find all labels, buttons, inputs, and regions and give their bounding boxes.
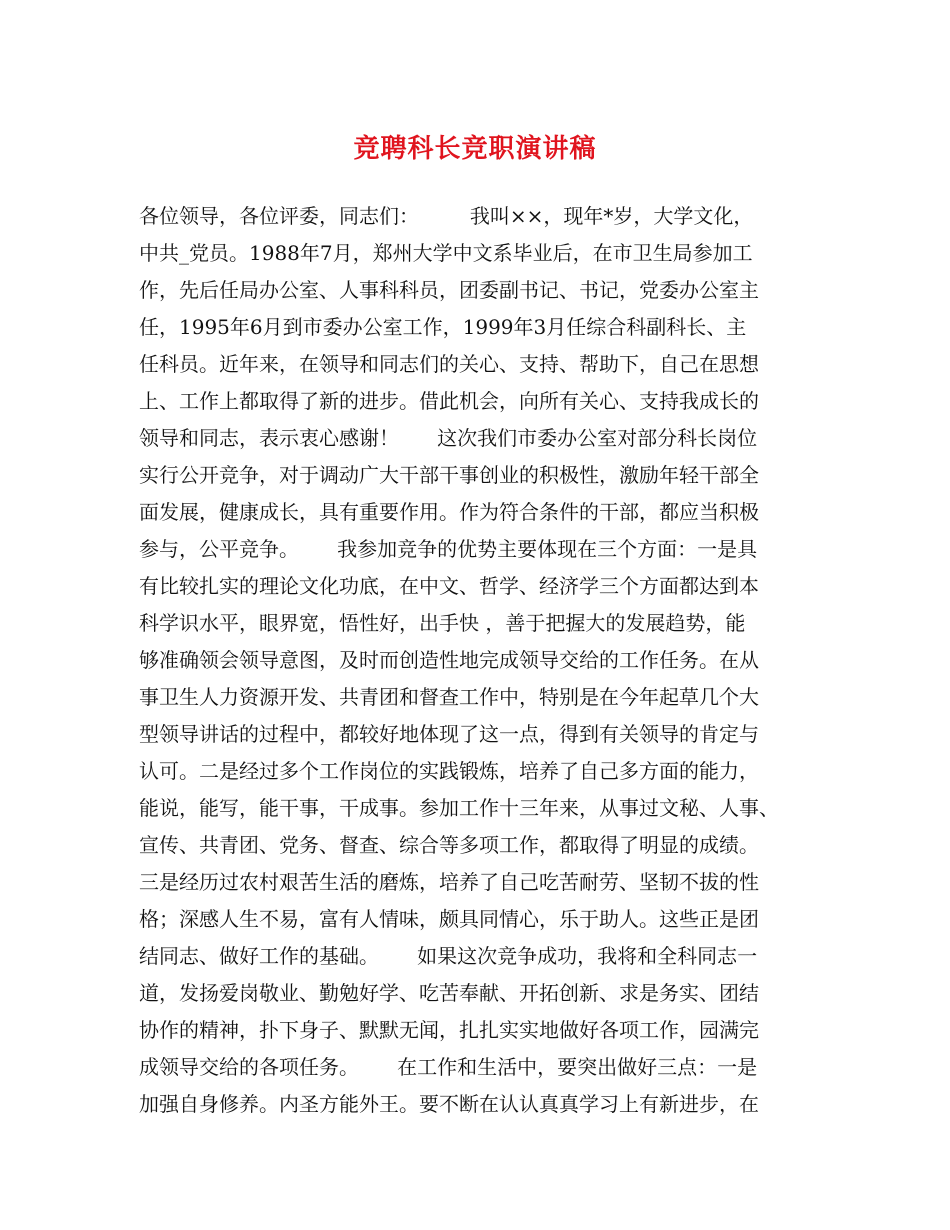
body-line: 实行公开竞争，对于调动广大干部干事创业的积极性，激励年轻干部全 [139,463,759,487]
body-line: 加强自身修养。内圣方能外王。要不断在认认真真学习上有新进步，在 [139,1092,759,1116]
body-line: 各位领导，各位评委，同志们： 我叫××，现年*岁，大学文化， [139,204,754,228]
body-line: 科学识水平，眼界宽，悟性好，出手快 ，善于把握大的发展趋势，能 [139,611,746,635]
document-body [139,198,829,1123]
body-line: 事卫生人力资源开发、共青团和督查工作中，特别是在今年起草几个大 [139,685,759,709]
body-line: 认可。二是经过多个工作岗位的实践锻炼，培养了自己多方面的能力， [139,759,759,783]
body-line: 领导和同志，表示衷心感谢！ 这次我们市委办公室对部分科长岗位 [139,426,758,450]
body-line: 成领导交给的各项任务。 在工作和生活中，要突出做好三点：一是 [139,1055,758,1079]
body-line: 任，1995年6月到市委办公室工作，1999年3月任综合科副科长、主 [139,315,747,339]
body-line: 参与，公平竞争。 我参加竞争的优势主要体现在三个方面：一是具 [139,537,758,561]
body-line: 任科员。近年来，在领导和同志们的关心、支持、帮助下，自己在思想 [139,352,759,376]
body-line: 中共_党员。1988年7月，郑州大学中文系毕业后，在市卫生局参加工 [139,241,753,265]
body-line: 宣传、共青团、党务、督查、综合等多项工作，都取得了明显的成绩。 [139,833,759,857]
body-line: 面发展，健康成长，具有重要作用。作为符合条件的干部，都应当积极 [139,500,759,524]
body-line: 有比较扎实的理论文化功底，在中文、哲学、经济学三个方面都达到本 [139,574,759,598]
body-line: 上、工作上都取得了新的进步。借此机会，向所有关心、支持我成长的 [139,389,759,413]
document-title: 竞聘科长竞职演讲稿 [353,134,597,164]
body-line: 道，发扬爱岗敬业、勤勉好学、吃苦奉献、开拓创新、求是务实、团结 [139,981,759,1005]
body-line: 够准确领会领导意图，及时而创造性地完成领导交给的工作任务。在从 [139,648,759,672]
body-line: 能说，能写，能干事，干成事。参加工作十三年来，从事过文秘、人事、 [139,796,779,820]
body-line: 格；深感人生不易，富有人情味，颇具同情心，乐于助人。这些正是团 [139,907,759,931]
body-line: 型领导讲话的过程中，都较好地体现了这一点，得到有关领导的肯定与 [139,722,759,746]
body-line: 协作的精神，扑下身子、默默无闻，扎扎实实地做好各项工作，园满完 [139,1018,759,1042]
body-line: 作，先后任局办公室、人事科科员，团委副书记、书记，党委办公室主 [139,278,759,302]
body-line: 三是经历过农村艰苦生活的磨炼，培养了自己吃苦耐劳、坚韧不拔的性 [139,870,759,894]
body-line: 结同志、做好工作的基础。 如果这次竞争成功，我将和全科同志一 [139,944,758,968]
